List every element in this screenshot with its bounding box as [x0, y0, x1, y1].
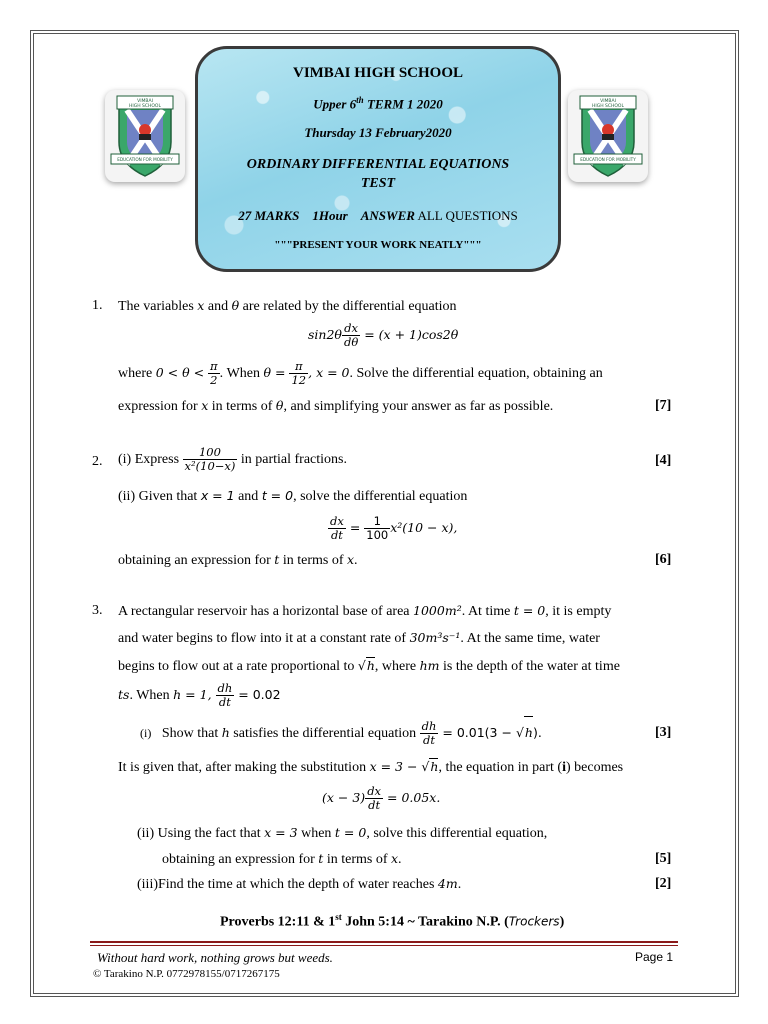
q3-marks-ii: [5] [655, 851, 672, 866]
q1-eq-den: dθ [343, 335, 359, 350]
q1-eq-num: dx [342, 322, 360, 336]
q3-piii-val: 4m [437, 876, 458, 891]
q2-eq-coef [364, 515, 390, 542]
q2-frac-num: 100 [183, 446, 238, 460]
q3-ts: ts [118, 687, 130, 702]
q3-l4-a: . When [129, 688, 174, 703]
q3-number: 3. [92, 603, 103, 618]
q3-eq-rhs: = 0.05x. [383, 790, 441, 805]
q1-rest1: . Solve the differential equation, obtaining an [349, 366, 603, 381]
svg-text:EDUCATION FOR MOBILITY: EDUCATION FOR MOBILITY [580, 157, 636, 162]
q2-eq-den: dt [330, 528, 343, 543]
q3-l2-b: . At the same time, water [460, 631, 600, 646]
q2-marks-1: [4] [655, 453, 672, 468]
q3-l4-val: = 0.02 [234, 687, 281, 702]
q3-pi-b: satisfies the differential equation [229, 726, 420, 741]
svg-text:VIMBAI: VIMBAI [600, 99, 616, 104]
q3-line3 [118, 657, 620, 675]
q2-equation [328, 512, 457, 545]
q3-equation [322, 782, 440, 815]
q3-sqrt-h: h [366, 658, 375, 673]
q3-piii-b: . [457, 877, 462, 892]
q3-piii-a: (iii)Find the time at which the depth of water reaches [137, 877, 438, 892]
title-line-1: ORDINARY DIFFERENTIAL EQUATIONS [246, 157, 510, 172]
q3-l4-num: dh [217, 681, 233, 696]
q1-line3-c: , and simplifying your answer as far as possible. [283, 399, 554, 414]
q1-when: . When [219, 366, 264, 381]
q3-pi-frac [420, 720, 439, 747]
q1-line3-a: expression for [118, 399, 202, 414]
q2-part1-a: (i) Express [118, 452, 183, 467]
q3-marks-i: [3] [655, 725, 672, 740]
q1-where: where [118, 366, 156, 381]
q1-and: and [204, 299, 232, 314]
q1-intro-end: are related by the differential equation [239, 299, 457, 314]
q2-obtain [118, 552, 358, 569]
q1-line3 [118, 398, 553, 415]
q3-pii2-a: obtaining an expression for [162, 852, 319, 867]
q3-l1-c: , it is empty [545, 604, 612, 619]
q3-pii2-x: x [390, 851, 399, 866]
instruction-answer: ANSWER [360, 208, 415, 223]
q2-part2-b: , solve the differential equation [293, 489, 468, 504]
q2-part2 [118, 488, 467, 505]
q3-l3-c: is the depth of the water at time [439, 659, 620, 674]
q1-cond1: 0 < θ < [155, 365, 209, 380]
q2-eq-equals: = [345, 520, 365, 535]
q1-number: 1. [92, 298, 103, 313]
proverbs-sup: st [335, 912, 342, 922]
q3-pi-label: (i) [140, 726, 152, 740]
q3-line4 [118, 680, 281, 711]
term-sup: th [356, 95, 364, 105]
footer-divider [90, 941, 678, 943]
school-logo-left [105, 90, 185, 182]
q3-line2 [118, 630, 600, 647]
q2-obtain-x: x [346, 552, 355, 567]
marks-line [198, 208, 558, 224]
school-name: VIMBAI HIGH SCHOOL [292, 65, 464, 81]
q3-pii-b: , solve this differential equation, [366, 826, 548, 841]
q2-obtain-b: in terms of [279, 553, 347, 568]
q1-cond2-den: 12 [291, 373, 307, 388]
q1-cond2-num: π [289, 360, 308, 374]
proverbs-c: ) [559, 914, 565, 930]
q3-part-ii-line2 [162, 851, 402, 868]
q3-given-c: ) becomes [565, 760, 624, 775]
footer-motto: Without hard work, nothing grows but weeds. [97, 950, 333, 965]
q3-pi-sqrt-h: h [524, 716, 533, 749]
q3-given-i: i [562, 760, 566, 775]
q3-l2-a: and water begins to flow into it at a constant rate of [118, 631, 410, 646]
q2-marks-2: [6] [655, 552, 672, 567]
q2-part2-a: (ii) Given that [118, 489, 201, 504]
q3-marks-iii: [2] [655, 876, 672, 891]
q1-eq-lhs: sin2θ [308, 327, 342, 342]
q1-intro-a: The variables [118, 299, 198, 314]
q3-pii2-t: t [318, 851, 324, 866]
q3-given-sqrt-h: h [430, 759, 439, 774]
duration: 1Hour [312, 208, 348, 223]
school-logo-right [568, 90, 648, 182]
q1-cond1-frac [208, 360, 220, 387]
q3-pii-t: t = 0 [334, 825, 367, 840]
q1-marks: [7] [655, 398, 672, 413]
q3-l4-den: dt [218, 695, 231, 710]
q1-cond2-frac [289, 360, 308, 387]
q2-obtain-a: obtaining an expression for [118, 553, 275, 568]
q1-line3-b: in terms of [208, 399, 276, 414]
header-banner [195, 46, 561, 272]
q3-given-sqrt-sign: √ [421, 759, 430, 774]
q3-pi-h: h [221, 725, 230, 740]
proverbs-nickname: Trockers [508, 914, 560, 929]
q3-eq-den: dt [368, 798, 381, 813]
q2-eq-frac [328, 515, 346, 542]
exam-title [198, 155, 558, 193]
q3-pii-when: when [297, 826, 335, 841]
q1-cond1-den: 2 [210, 373, 218, 388]
q3-pii2-b: in terms of [323, 852, 391, 867]
q3-hm: hm [419, 658, 440, 673]
q3-eq-num: dx [367, 784, 382, 799]
title-line-2: TEST [360, 176, 396, 191]
q3-line1 [118, 603, 611, 620]
q3-area: 1000m² [413, 603, 462, 618]
q3-eq-lhs: (x − 3) [322, 790, 366, 805]
q2-frac-den: x²(10−x) [184, 459, 236, 474]
term-prefix: Upper 6 [313, 96, 357, 112]
q3-given [118, 758, 623, 776]
q3-l1-a: A rectangular reservoir has a horizontal base of area [118, 604, 414, 619]
proverbs-b: John 5:14 ~ Tarakino N.P. ( [341, 914, 509, 930]
proverbs-a: Proverbs 12:11 & 1 [220, 914, 336, 930]
q3-eq-frac [365, 785, 383, 812]
q1-var-x: x [197, 298, 205, 313]
q3-part-i [140, 716, 542, 750]
q2-fraction [183, 446, 238, 473]
term-line [198, 95, 558, 112]
q2-part1-b: in partial fractions. [237, 452, 348, 467]
q3-rate: 30m³s⁻¹ [409, 630, 461, 645]
q2-eq-coef-den: 100 [366, 528, 389, 543]
svg-text:HIGH SCHOOL: HIGH SCHOOL [129, 104, 161, 109]
q2-eq-coef-num: 1 [364, 515, 390, 529]
q3-given-a: It is given that, after making the substitution [118, 760, 370, 775]
q2-cond1: x = 1 [200, 488, 235, 503]
q1-eq-fraction [342, 322, 360, 349]
proverbs-line [220, 909, 564, 931]
q2-eq-rest: x²(10 − x), [390, 520, 458, 535]
page-number: Page 1 [635, 950, 674, 964]
q1-line2 [118, 360, 603, 387]
q3-l3-a: begins to flow out at a rate proportional to [118, 659, 358, 674]
q3-l4-frac [216, 682, 235, 709]
q1-line3-x: x [201, 398, 209, 413]
q3-pii-x: x = 3 [264, 825, 298, 840]
q3-h1: h = 1, [173, 687, 216, 702]
q3-pi-num: dh [421, 719, 437, 734]
total-marks: 27 MARKS [238, 208, 300, 223]
q3-sqrt-sign: √ [357, 658, 366, 673]
q1-eq-rhs: = (x + 1)cos2θ [360, 327, 459, 342]
q1-intro [118, 298, 457, 315]
q1-equation [308, 322, 458, 349]
term-suffix: TERM 1 2020 [363, 96, 443, 112]
neatly-note: """PRESENT YOUR WORK NEATLY""" [274, 239, 482, 251]
q2-obtain-c: . [354, 553, 358, 568]
q2-number: 2. [92, 454, 103, 469]
svg-text:HIGH SCHOOL: HIGH SCHOOL [592, 104, 624, 109]
q2-and: and [234, 489, 262, 504]
q3-l3-b: , where [374, 659, 420, 674]
footer-copyright: © Tarakino N.P. 0772978155/0717267175 [93, 968, 280, 980]
svg-text:EDUCATION FOR MOBILITY: EDUCATION FOR MOBILITY [117, 157, 173, 162]
q3-pi-sqrt-sign: √ [515, 725, 524, 740]
q3-t0: t = 0 [513, 603, 546, 618]
q2-eq-num: dx [330, 514, 344, 529]
q3-pi-rhs-b: ). [532, 725, 542, 740]
q3-pii-a: (ii) Using the fact that [137, 826, 265, 841]
q1-line3-theta: θ [275, 398, 284, 413]
q3-part-iii [137, 876, 461, 893]
q3-pi-rhs-a: = 0.01(3 − [438, 725, 516, 740]
q2-part1 [118, 444, 347, 476]
q3-pii2-c: . [398, 852, 402, 867]
q1-cond1-num: π [210, 359, 218, 374]
q2-obtain-t: t [274, 552, 280, 567]
exam-date: Thursday 13 February2020 [304, 125, 452, 140]
q3-pi-a: Show that [161, 726, 222, 741]
instruction-all: ALL QUESTIONS [414, 208, 518, 223]
svg-text:VIMBAI: VIMBAI [137, 99, 153, 104]
q3-part-ii [137, 825, 547, 842]
q3-l1-b: . At time [461, 604, 514, 619]
q2-cond2: t = 0 [261, 488, 294, 503]
q1-var-theta: θ [231, 298, 240, 313]
footer-divider-thin [90, 945, 678, 946]
q1-cond2: θ = [263, 365, 290, 380]
q1-cond2-end: , x = 0 [308, 365, 350, 380]
q3-given-sub: x = 3 − [369, 759, 422, 774]
q3-given-b: , the equation in part ( [438, 760, 563, 775]
q3-pi-den: dt [423, 733, 436, 748]
